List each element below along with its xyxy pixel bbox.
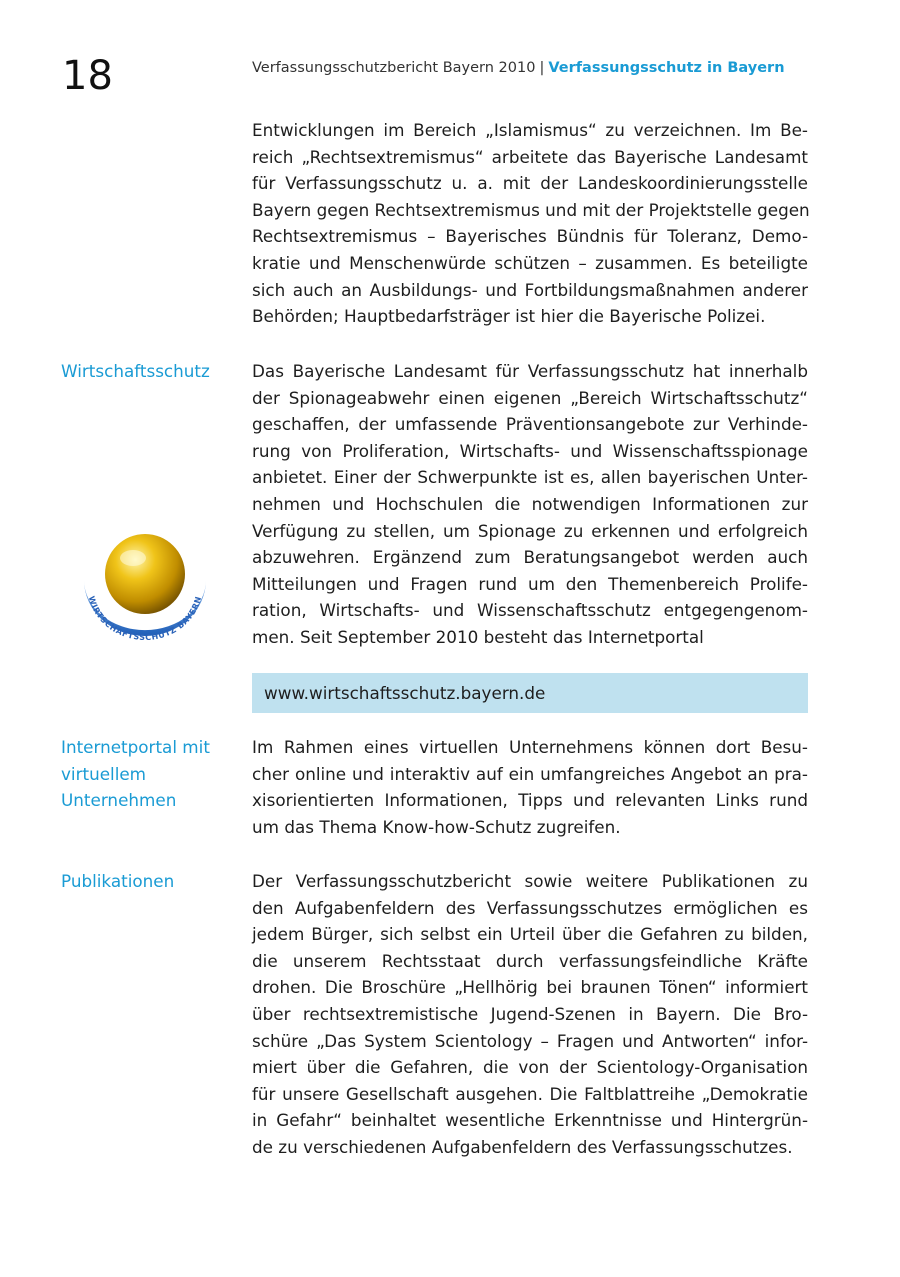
text-line: Bayern gegen Rechtsextremismus und mit der Projektstelle gegen — [252, 199, 810, 220]
section-title: Verfassungsschutz in Bayern — [548, 60, 785, 76]
text-line: Mitteilungen und Fragen rund um den Themenbereich Prolife- — [252, 573, 808, 594]
publication-title: Verfassungsschutzbericht Bayern 2010 — [252, 60, 536, 76]
header-separator: | — [539, 60, 545, 76]
text-line: anbietet. Einer der Schwerpunkte ist es, allen bayerischen Unter- — [252, 467, 808, 488]
margin-label-text: virtuellem — [61, 763, 147, 784]
logo-text: WIRTSCHAFTSSCHUTZ BAYERN — [86, 594, 204, 643]
margin-label-publikationen — [61, 868, 241, 895]
text-line: sich auch an Ausbildungs- und Fortbildungsmaßnahmen anderer — [252, 279, 808, 300]
margin-label-text: Wirtschaftsschutz — [61, 361, 210, 381]
portal-url[interactable]: www.wirtschaftsschutz.bayern.de — [264, 683, 546, 703]
text-line: Das Bayerische Landesamt für Verfassungsschutz hat innerhalb — [252, 361, 808, 381]
text-line: Verfügung zu stellen, um Spionage zu erkennen und erfolgreich — [252, 520, 808, 541]
margin-label-text: Publikationen — [61, 871, 175, 891]
text-line: reich „Rechtsextremismus“ arbeitete das Bayerische Landesamt — [252, 146, 808, 167]
text-line: der Spionageabwehr einen eigenen „Bereich Wirtschaftsschutz“ — [252, 387, 808, 408]
text-line: in Gefahr“ beinhaltet wesentliche Erkenntnisse und Hintergrün- — [252, 1110, 808, 1131]
text-line: kratie und Menschenwürde schützen – zusammen. Es beteiligte — [252, 252, 808, 273]
text-line: Im Rahmen eines virtuellen Unternehmens können dort Besu- — [252, 737, 808, 757]
text-line: de zu verschiedenen Aufgabenfeldern des Verfassungsschutzes. — [252, 1136, 793, 1157]
text-line: ration, Wirtschafts- und Wissenschaftsschutz entgegengenom- — [252, 600, 808, 621]
margin-label-text: Unternehmen — [61, 790, 177, 811]
text-line: für Verfassungsschutz u. a. mit der Landeskoordinierungsstelle — [252, 173, 808, 194]
text-line: nehmen und Hochschulen die notwendigen Informationen zur — [252, 493, 808, 514]
margin-label-wirtschaftsschutz — [61, 358, 241, 385]
text-line: xisorientierten Informationen, Tipps und relevanten Links rund — [252, 790, 808, 811]
margin-label-internetportal — [61, 734, 241, 814]
wirtschaftsschutz-bayern-logo — [78, 522, 212, 648]
wirtschaftsschutz-paragraph — [252, 358, 808, 651]
page-number: 18 — [62, 53, 113, 99]
intro-paragraph — [252, 117, 808, 330]
text-line: Behörden; Hauptbedarfsträger ist hier die Bayerische Polizei. — [252, 306, 766, 327]
text-line: rung von Proliferation, Wirtschafts- und Wissenschaftsspionage — [252, 440, 808, 461]
text-line: Rechtsextremismus – Bayerisches Bündnis für Toleranz, Demo- — [252, 226, 808, 247]
text-line: jedem Bürger, sich selbst ein Urteil über die Gefahren zu bilden, — [252, 924, 808, 945]
url-highlight-box — [252, 673, 808, 713]
running-header — [252, 58, 785, 78]
text-line: Der Verfassungsschutzbericht sowie weitere Publikationen zu — [252, 871, 808, 891]
text-line: schüre „Das System Scientology – Fragen und Antworten“ infor- — [252, 1030, 808, 1051]
text-line: cher online und interaktiv auf ein umfangreiches Angebot an pra- — [252, 763, 808, 784]
text-line: drohen. Die Broschüre „Hellhörig bei braunen Tönen“ informiert — [252, 977, 808, 998]
text-line: den Aufgabenfeldern des Verfassungsschutzes ermöglichen es — [252, 897, 808, 918]
text-line: über rechtsextremistische Jugend-Szenen in Bayern. Die Bro- — [252, 1003, 808, 1024]
text-line: um das Thema Know-how-Schutz zugreifen. — [252, 816, 621, 837]
internetportal-paragraph — [252, 734, 808, 840]
text-line: Entwicklungen im Bereich „Islamismus“ zu verzeichnen. Im Be- — [252, 120, 808, 140]
publikationen-paragraph — [252, 868, 808, 1161]
text-line: die unserem Rechtsstaat durch verfassungsfeindliche Kräfte — [252, 950, 808, 971]
text-line: miert über die Gefahren, die von der Scientology-Organisation — [252, 1057, 808, 1078]
margin-label-text: Internetportal mit — [61, 737, 210, 757]
text-line: abzuwehren. Ergänzend zum Beratungsangebot werden auch — [252, 547, 808, 568]
text-line: für unsere Gesellschaft ausgehen. Die Faltblattreihe „Demokratie — [252, 1083, 808, 1104]
text-line: geschaffen, der umfassende Präventionsangebote zur Verhinde- — [252, 414, 808, 435]
text-line: men. Seit September 2010 besteht das Internetportal — [252, 626, 704, 647]
